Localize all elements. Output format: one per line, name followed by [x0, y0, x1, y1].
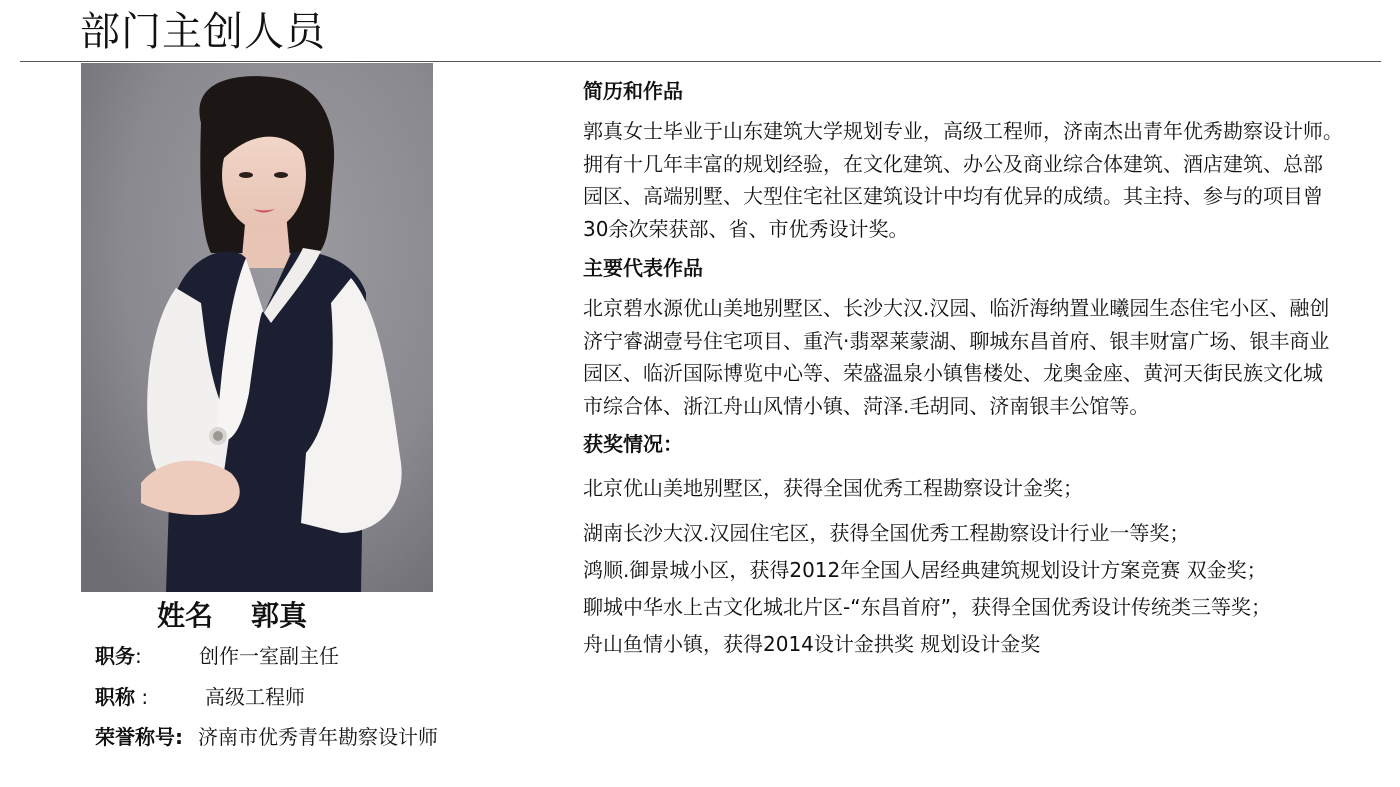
resume-paragraph	[583, 115, 1343, 245]
award-item: 湖南长沙大汉.汉园住宅区，获得全国优秀工程勘察设计行业一等奖；	[583, 521, 1190, 545]
honor-value: 济南市优秀青年勘察设计师	[198, 725, 438, 749]
resume-line: 30余次荣获部、省、市优秀设计奖。	[583, 216, 909, 241]
honor-colon: :	[175, 725, 183, 749]
resume-heading: 简历和作品	[583, 79, 683, 103]
name-row	[157, 598, 457, 634]
works-line: 济宁睿湖壹号住宅项目、重汽·翡翠莱蒙湖、聊城东昌首府、银丰财富广场、银丰商业	[583, 328, 1330, 353]
rank-label: 职称	[95, 685, 135, 709]
honor-row	[95, 723, 438, 751]
position-value: 创作一室副主任	[199, 644, 339, 668]
resume-line: 郭真女士毕业于山东建筑大学规划专业，高级工程师，济南杰出青年优秀勘察设计师。	[583, 119, 1343, 143]
rank-value: 高级工程师	[205, 685, 305, 709]
rank-colon: :	[135, 685, 149, 709]
position-row	[95, 642, 339, 670]
name-label: 姓名	[157, 599, 214, 632]
position-label: 职务	[95, 644, 135, 668]
rank-row	[95, 683, 305, 711]
works-heading: 主要代表作品	[583, 256, 703, 280]
award-item: 舟山鱼情小镇，获得2014设计金拱奖 规划设计金奖	[583, 632, 1041, 656]
awards-heading: 获奖情况：	[583, 432, 683, 456]
works-paragraph	[583, 292, 1329, 422]
page-title: 部门主创人员	[80, 9, 326, 55]
award-item: 聊城中华水上古文化城北片区-“东昌首府”，获得全国优秀设计传统类三等奖；	[583, 595, 1271, 619]
works-line: 园区、临沂国际博览中心等、荣盛温泉小镇售楼处、龙奥金座、黄河天街民族文化城	[583, 361, 1323, 385]
resume-line: 园区、高端别墅、大型住宅社区建筑设计中均有优异的成绩。其主持、参与的项目曾	[583, 184, 1323, 208]
works-line: 北京碧水源优山美地别墅区、长沙大汉.汉园、临沂海纳置业曦园生态住宅小区、融创	[583, 296, 1330, 320]
resume-line: 拥有十几年丰富的规划经验，在文化建筑、办公及商业综合体建筑、酒店建筑、总部	[583, 151, 1323, 176]
award-item: 北京优山美地别墅区，获得全国优秀工程勘察设计金奖；	[583, 476, 1083, 500]
honor-label: 荣誉称号	[95, 725, 175, 749]
works-line: 市综合体、浙江舟山风情小镇、菏泽.毛胡同、济南银丰公馆等。	[583, 393, 1150, 418]
award-item: 鸿顺.御景城小区，获得2012年全国人居经典建筑规划设计方案竞赛 双金奖；	[583, 558, 1267, 582]
position-colon: :	[135, 644, 142, 668]
name-value: 郭真	[251, 599, 308, 632]
portrait-photo	[81, 63, 433, 592]
title-divider	[20, 61, 1381, 62]
